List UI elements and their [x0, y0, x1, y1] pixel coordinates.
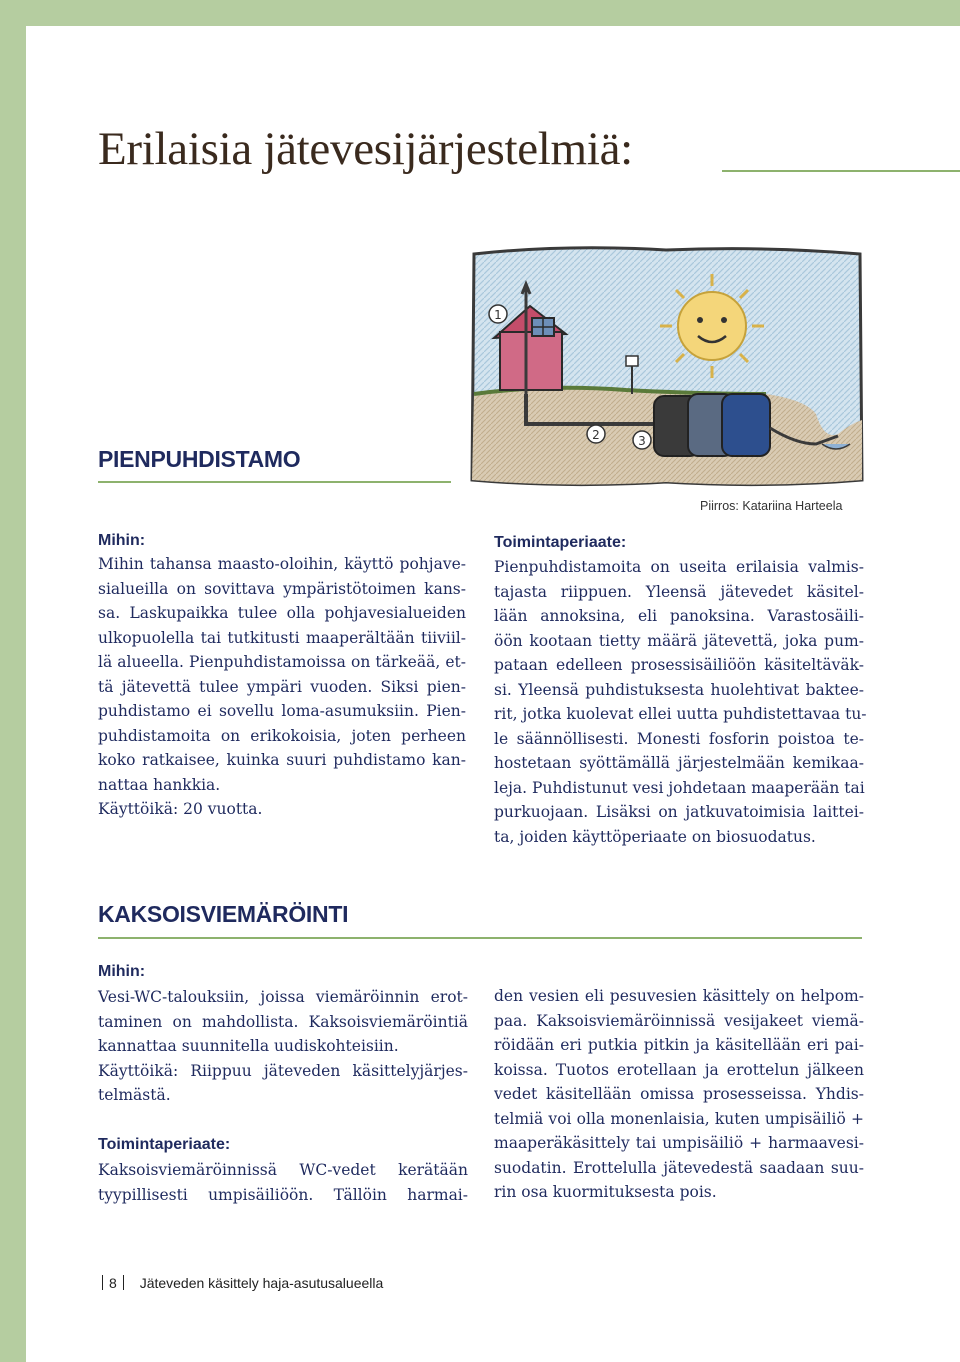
- text-line: Käyttöikä: 20 vuotta.: [98, 800, 263, 818]
- text-line: puhdistamoita on erikokoisia, joten perheen: [98, 726, 466, 745]
- illustration-caption: Piirros: Katariina Harteela: [700, 499, 843, 513]
- footer-divider: [123, 1275, 124, 1290]
- text-line: pataan edelleen prosessisäiliöön käsiteltäväk-: [494, 656, 864, 674]
- kaksoisviemarointi-right-text: [494, 984, 864, 1205]
- pienpuhdistamo-toiminta-text: [494, 555, 867, 849]
- title-rule: [722, 170, 960, 172]
- text-line: taminen on mahdollista. Kaksoisviemäröintiä: [98, 1012, 468, 1031]
- text-line: rit, jotka kuolevat ellei uutta puhdistettavaa tu-: [494, 705, 867, 723]
- text-line: tyypillisesti umpisäiliöön. Tällöin harmai-: [98, 1185, 468, 1204]
- toimintaperiaate-label: Toimintaperiaate:: [494, 534, 627, 551]
- text-line: le säännöllisesti. Monesti fosforin poistoa te-: [494, 729, 864, 748]
- text-line: tajasta riippuen. Yleensä jätevedet käsitel-: [494, 582, 864, 601]
- text-line: den vesien eli pesuvesien käsittely on helpom-: [494, 987, 864, 1005]
- text-line: leja. Puhdistunut vesi johdetaan maaperään tai: [494, 778, 865, 797]
- text-line: telmiä voi olla monenlaisia, kuten umpisäiliö +: [494, 1109, 864, 1128]
- kaksoisviemarointi-toiminta-text: [98, 1158, 468, 1207]
- text-line: tä jätevettä tulee ympäri vuoden. Siksi pien-: [98, 677, 466, 696]
- toimintaperiaate-label: Toimintaperiaate:: [98, 1136, 231, 1153]
- text-line: si. Yleensä puhdistuksesta huolehtivat baktee-: [494, 680, 864, 699]
- kaksoisviemarointi-mihin-text: [98, 985, 468, 1108]
- text-line: Käyttöikä: Riippuu jäteveden käsittelyjärjes-: [98, 1061, 468, 1080]
- text-line: nattaa hankkia.: [98, 775, 221, 794]
- section-heading-pienpuhdistamo: PIENPUHDISTAMO: [98, 446, 301, 472]
- text-line: koissa. Tuotos erotellaan ja erottelun jälkeen: [494, 1060, 864, 1079]
- text-line: röidään eri putkia pitkin ja käsitellään eri pai-: [494, 1036, 864, 1054]
- label-1: 1: [494, 308, 502, 322]
- text-line: ta, joiden käyttöperiaate on biosuodatus.: [494, 827, 816, 846]
- page-title: Erilaisia jätevesijärjestelmiä:: [98, 123, 633, 175]
- text-line: Mihin tahansa maasto-oloihin, käyttö pohjave-: [98, 555, 466, 573]
- section-rule: [98, 937, 862, 939]
- section-rule: [98, 481, 451, 483]
- text-line: Kaksoisviemäröinnissä WC-vedet kerätään: [98, 1161, 468, 1179]
- text-line: ulkopuolella tai tutkitusti maaperältään tiiviil-: [98, 628, 466, 647]
- house-icon: [500, 332, 562, 390]
- text-line: Pienpuhdistamoita on useita erilaisia valmis-: [494, 558, 864, 576]
- text-line: purkuojaan. Lisäksi on jatkuvatoimisia laittei-: [494, 803, 864, 821]
- mihin-label: Mihin:: [98, 532, 146, 549]
- pienpuhdistamo-mihin-text: [98, 552, 466, 822]
- footer-publication-title: Jäteveden käsittely haja-asutusalueella: [139, 1275, 384, 1291]
- text-line: kannattaa suunnitella uudiskohteisiin.: [98, 1037, 399, 1055]
- text-line: sialueilla on sovittava ympäristötoimen kans-: [98, 579, 466, 598]
- text-line: telmästä.: [98, 1086, 171, 1104]
- text-line: vedet käsitellään omissa prosesseissa. Yhdis-: [494, 1085, 864, 1103]
- section-heading-kaksoisviemarointi: KAKSOISVIEMÄRÖINTI: [98, 901, 349, 927]
- text-line: koko ratkaisee, kuinka suuri puhdistamo kan-: [98, 751, 466, 769]
- label-2: 2: [592, 428, 600, 442]
- page-footer: [96, 1275, 383, 1291]
- text-line: suodatin. Erottelulla jätevedestä saadaan suu-: [494, 1158, 864, 1177]
- text-line: puhdistamo ei sovellu loma-asumuksiin. Pien-: [98, 702, 466, 720]
- text-line: rin osa kuormituksesta pois.: [494, 1183, 717, 1201]
- septic-system-illustration: [466, 244, 866, 490]
- footer-divider: [102, 1275, 103, 1290]
- text-line: maaperäkäsittely tai umpisäiliö + harmaavesi-: [494, 1134, 864, 1152]
- text-line: paa. Kaksoisviemäröinnissä vesijakeet viemä-: [494, 1011, 864, 1030]
- text-line: hostetaan syöttämällä järjestelmään kemikaa-: [494, 754, 864, 772]
- page-number: 8: [109, 1275, 117, 1291]
- text-line: öön kootaan tietty määrä jätevettä, joka pum-: [494, 631, 864, 650]
- text-line: sa. Laskupaikka tulee olla pohjavesialueiden: [98, 604, 466, 622]
- text-line: lä alueella. Pienpuhdistamoissa on tärkeää, et-: [98, 653, 466, 671]
- text-line: lään annoksina, eli panoksina. Varastosäili-: [494, 607, 864, 625]
- label-3: 3: [638, 434, 646, 448]
- mihin-label: Mihin:: [98, 963, 146, 980]
- text-line: Vesi-WC-talouksiin, joissa viemäröinnin erot-: [98, 988, 468, 1006]
